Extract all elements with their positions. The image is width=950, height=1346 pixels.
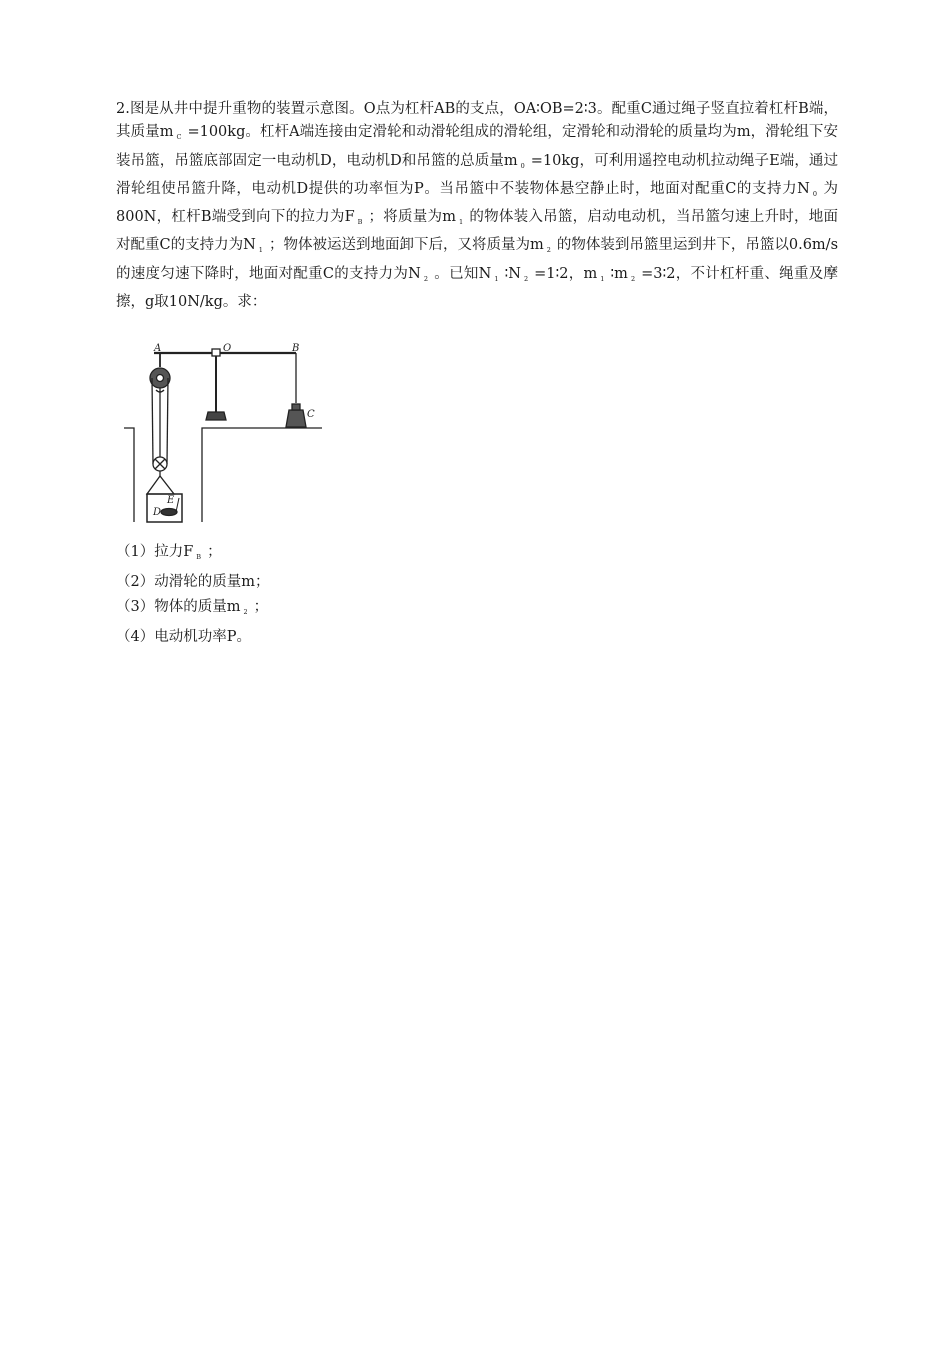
problem-text-segment: ∶m [610, 265, 628, 282]
fulcrum-pivot [212, 349, 220, 356]
problem-text-segment: 为800N，杠杆B端受到向下的拉力为F [116, 180, 838, 226]
problem-text-segment: =10kg，可利用遥控电动机拉动绳子E端，通过滑轮组使吊篮升降，电动机D提供的功率恒为P。当吊篮中不装物体悬空静止时，地面对配重C的支持力N [116, 152, 838, 197]
label-e: E [167, 495, 175, 506]
well-left-wall [124, 428, 134, 522]
label-c: C [307, 409, 315, 420]
subscript: 1 [258, 246, 263, 255]
fulcrum-base [206, 412, 226, 420]
counterweight-c [286, 410, 306, 427]
problem-statement [116, 98, 838, 314]
rope-right [167, 378, 168, 464]
problem-text-segment: 的物体装到吊篮里运到井下，吊篮以0.6m/s的速度匀速下降时，地面对配重C的支持力为N [116, 237, 839, 282]
problem-text-segment: 的物体装入吊篮，启动电动机，当吊篮匀速上升时，地面对配重C的支持力为N [116, 209, 838, 254]
label-o: O [223, 343, 232, 354]
question-4 [116, 625, 269, 650]
subscript: 2 [630, 274, 636, 283]
question-suffix: ； [207, 544, 222, 560]
apparatus-diagram [116, 340, 326, 530]
label-d: D [153, 507, 162, 518]
question-list [116, 540, 269, 650]
well-right-wall-ground [202, 428, 322, 522]
subscript: C [176, 133, 182, 142]
subscript: 2 [523, 274, 529, 283]
subscript: B [357, 218, 363, 227]
question-2 [116, 570, 269, 595]
subscript: 2 [546, 246, 551, 255]
question-text: （1）拉力F [116, 544, 194, 560]
problem-text-segment: =3∶2，不计杠杆重、绳重及摩擦，g取10N/kg。求： [116, 265, 839, 311]
question-text: （4）电动机功率P。 [116, 629, 251, 645]
subscript: B [196, 553, 202, 561]
question-text: （3）物体的质量m [116, 599, 241, 615]
label-a: A [154, 343, 162, 354]
question-text: （2）动滑轮的质量m； [116, 574, 270, 590]
subscript: 0 [520, 161, 525, 170]
counterweight-top [292, 404, 300, 410]
problem-text-segment: 图是从井中提升重物的装置示意图。O点为杠杆AB的支点，OA∶OB=2∶3。配重C通过绳子竖直拉着杠杆B端，其质量m [116, 101, 838, 141]
problem-text [116, 98, 838, 314]
problem-text-segment: ；物体被运送到地面卸下后，又将质量为m [268, 237, 544, 254]
problem-text-segment: =1∶2，m [534, 265, 598, 282]
basket-suspension [147, 476, 174, 494]
problem-number: 2. [116, 101, 130, 117]
problem-text-segment: ；将质量为m [368, 209, 456, 226]
subscript: 1 [458, 218, 464, 227]
problem-text-segment: ∶N [504, 265, 521, 282]
subscript: 1 [494, 274, 499, 283]
question-suffix: ； [253, 599, 269, 615]
subscript: 1 [600, 274, 605, 283]
fixed-pulley-axle [157, 375, 164, 382]
question-1 [116, 540, 269, 570]
apparatus-figure [116, 340, 326, 530]
question-3 [116, 595, 269, 625]
label-b: B [292, 343, 300, 354]
subscript: 2 [243, 608, 248, 616]
subscript: 2 [423, 274, 429, 283]
problem-text-segment: 。已知N [434, 265, 492, 282]
rope-end-e [176, 498, 179, 512]
rope-left [152, 378, 153, 464]
motor-d [161, 509, 177, 516]
problem-text-segment: =100kg。杠杆A端连接由定滑轮和动滑轮组成的滑轮组，定滑轮和动滑轮的质量均为m，滑轮组下安装吊篮，吊篮底部固定一电动机D，电动机D和吊篮的总质量m [116, 124, 838, 169]
subscript: 0 [812, 189, 817, 198]
